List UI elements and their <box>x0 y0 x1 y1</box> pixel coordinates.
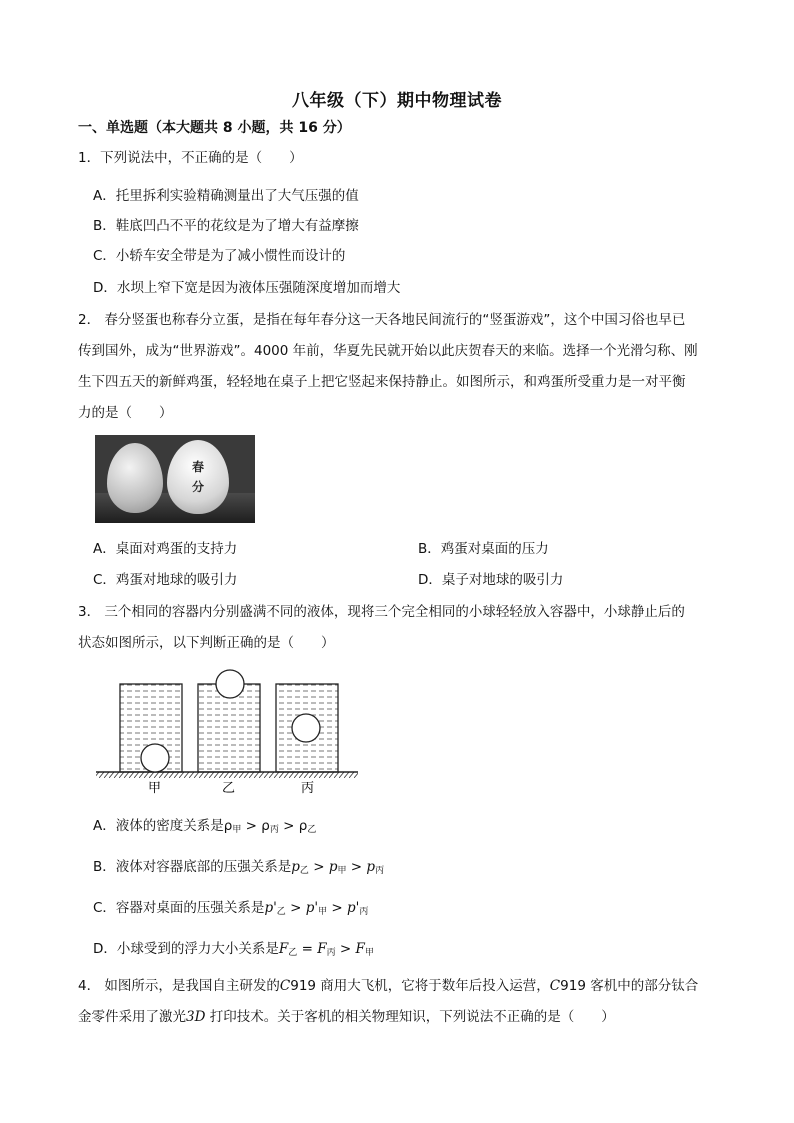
question-3-line: 状态如图所示，以下判断正确的是（ ） <box>78 635 335 651</box>
text: 919 商用大飞机，它将于数年后投入运营， <box>290 978 550 994</box>
symbol: F <box>317 941 327 957</box>
text: 4． 如图所示，是我国自主研发的 <box>78 978 280 994</box>
symbol: p <box>328 859 338 875</box>
option-text: C．容器对桌面的压强关系是 <box>93 900 265 916</box>
symbol: p <box>366 859 376 875</box>
label-jia: 甲 <box>148 781 162 796</box>
question-2-option-d: D．桌子对地球的吸引力 <box>418 572 564 588</box>
option-text: D．小球受到的浮力大小关系是 <box>93 941 279 957</box>
egg-photo <box>95 435 255 523</box>
subscript: 丙 <box>359 907 369 917</box>
question-2-line: 传到国外，成为“世界游戏”。4000 年前，华夏先民就开始以此庆贺春天的来临。选择一个光滑匀称、刚 <box>78 343 698 359</box>
subscript: 甲 <box>232 825 242 835</box>
label-bing: 丙 <box>301 781 315 796</box>
spring-egg <box>167 440 229 514</box>
page-title: 八年级（下）期中物理试卷 <box>292 91 502 111</box>
operator: > <box>335 941 356 957</box>
operator: > <box>346 859 367 875</box>
question-2-line: 生下四五天的新鲜鸡蛋，轻轻地在桌子上把它竖起来保持静止。如图所示，和鸡蛋所受重力是一对平衡 <box>78 374 686 390</box>
symbol: p' <box>264 900 277 916</box>
symbol: F <box>278 941 289 957</box>
question-1-stem: 1．下列说法中，不正确的是（ ） <box>78 150 303 166</box>
subscript: 甲 <box>364 948 374 958</box>
text: C <box>549 978 561 994</box>
text: 3D <box>186 1009 206 1025</box>
egg-char: 分 <box>191 480 204 494</box>
ball-yi <box>216 670 244 698</box>
symbol: ρ <box>223 818 233 834</box>
question-1-option-c: C．小轿车安全带是为了减小惯性而设计的 <box>93 248 346 264</box>
subscript: 甲 <box>337 866 347 876</box>
question-1-option-b: B．鞋底凹凸不平的花纹是为了增大有益摩擦 <box>93 218 359 234</box>
text: 919 客机中的部分钛合 <box>560 978 699 994</box>
operator: > <box>285 900 306 916</box>
option-text: A．液体的密度关系是 <box>93 818 224 834</box>
question-2-line: 2． 春分竖蛋也称春分立蛋，是指在每年春分这一天各地民间流行的“竖蛋游戏”，这个中国习俗也早已 <box>78 312 686 328</box>
option-text: B．液体对容器底部的压强关系是 <box>93 859 292 875</box>
question-1-option-d: D．水坝上窄下宽是因为液体压强随深度增加而增大 <box>93 280 401 296</box>
symbol: ρ <box>261 818 270 834</box>
subscript: 甲 <box>318 907 328 917</box>
subscript: 丙 <box>326 948 336 958</box>
label-yi: 乙 <box>222 781 236 796</box>
question-4-line-1 <box>78 976 698 996</box>
subscript: 乙 <box>288 948 298 958</box>
question-2-option-a: A．桌面对鸡蛋的支持力 <box>93 541 238 557</box>
question-4-line-2 <box>78 1007 615 1027</box>
question-3-option-d <box>93 939 374 963</box>
question-3-line: 3． 三个相同的容器内分别盛满不同的液体，现将三个完全相同的小球轻轻放入容器中，小球静止后的 <box>78 604 685 620</box>
subscript: 乙 <box>299 866 309 876</box>
operator: > <box>241 818 262 834</box>
symbol: p' <box>347 900 360 916</box>
subscript: 乙 <box>276 907 286 917</box>
plain-egg <box>107 443 163 513</box>
symbol: F <box>355 941 365 957</box>
section-heading: 一、单选题（本大题共 8 小题，共 16 分） <box>78 120 351 136</box>
operator: = <box>297 941 318 957</box>
ball-bing <box>292 714 320 742</box>
subscript: 丙 <box>375 866 385 876</box>
operator: > <box>327 900 347 916</box>
question-2-line: 力的是（ ） <box>78 405 173 421</box>
question-1-option-a: A．托里拆利实验精确测量出了大气压强的值 <box>93 188 359 204</box>
question-3-option-a <box>93 816 316 840</box>
question-3-option-b <box>93 857 384 881</box>
text: C <box>279 978 291 994</box>
text: 金零件采用了激光 <box>78 1009 186 1025</box>
question-2-option-b: B．鸡蛋对桌面的压力 <box>418 541 549 557</box>
symbol: p' <box>305 900 319 916</box>
operator: > <box>308 859 329 875</box>
ball-jia <box>141 744 169 772</box>
subscript: 乙 <box>307 825 317 835</box>
container-diagram <box>94 664 360 799</box>
question-2-option-c: C．鸡蛋对地球的吸引力 <box>93 572 238 588</box>
egg-char: 春 <box>191 460 204 474</box>
operator: > <box>278 818 299 834</box>
question-3-option-c <box>93 898 368 922</box>
subscript: 丙 <box>269 825 279 835</box>
ground-hatch <box>96 772 358 778</box>
symbol: ρ <box>298 818 308 834</box>
symbol: p <box>291 859 300 875</box>
text: 打印技术。关于客机的相关物理知识，下列说法不正确的是（ ） <box>205 1009 615 1025</box>
